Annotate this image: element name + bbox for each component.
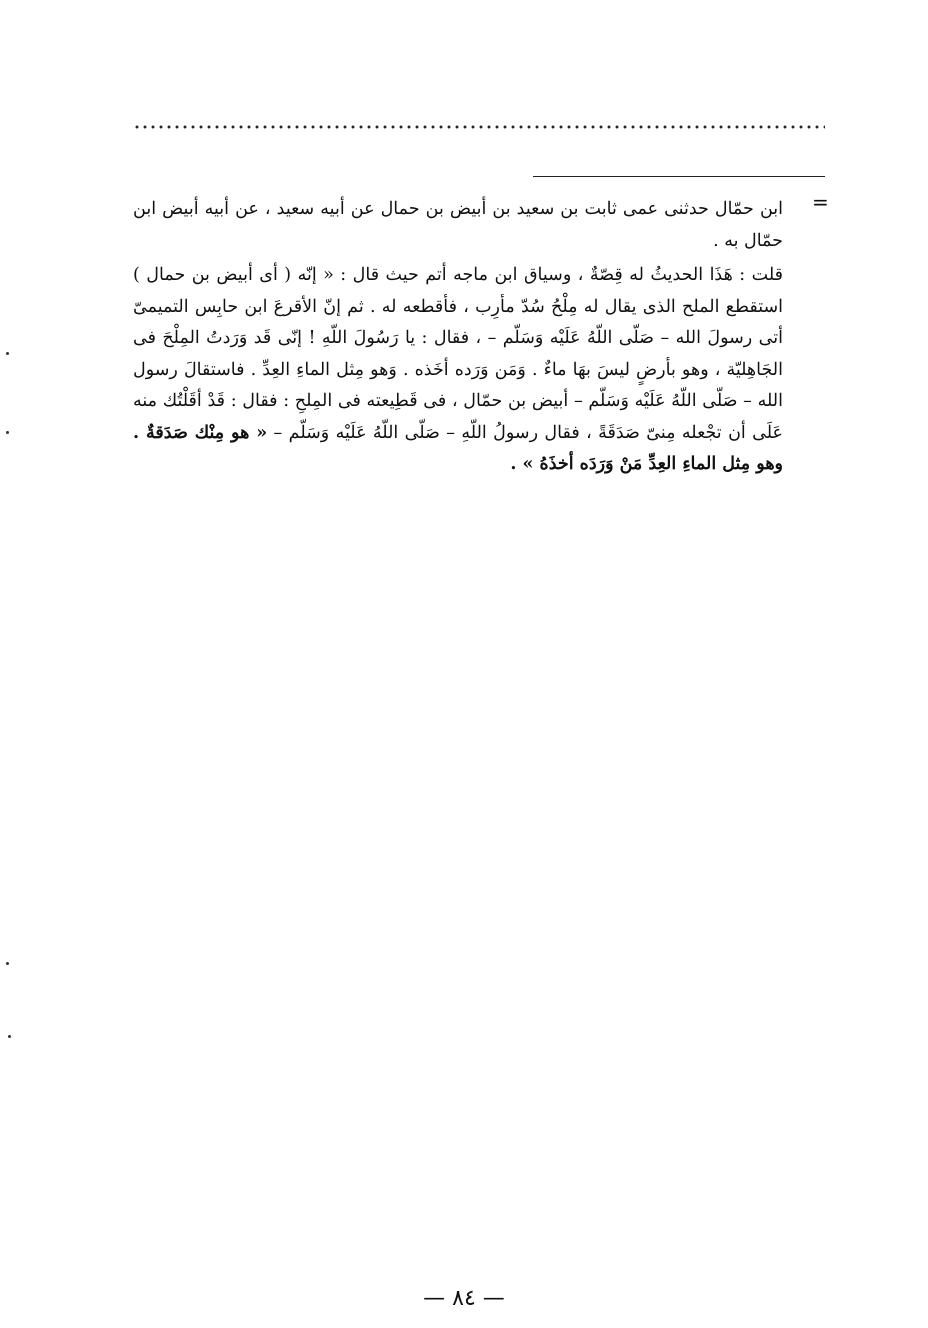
footnote-text [133, 194, 783, 481]
margin-speck [6, 431, 9, 434]
dotted-separator [133, 124, 825, 130]
footnote-paragraph-1: ابن حمّال حدثنى عمى ثابت بن سعيد بن أبيض بن حمال عن أبيه سعيد ، عن أبيه أبيض ابن حمّال به . [133, 199, 784, 251]
margin-speck [8, 1035, 11, 1038]
footnote-rule [533, 176, 825, 177]
continuation-mark: = [812, 190, 829, 214]
margin-speck [6, 352, 9, 355]
footnote-paragraph-2 [133, 260, 783, 481]
page-number: — ٨٤ — [423, 1286, 505, 1311]
margin-speck [6, 962, 9, 965]
hadith-quote: « هو مِنْك صَدَقةٌ . وهو مِثل الماءِ العِدِّ مَنْ وَرَدَه أخذَهُ » . [133, 422, 783, 474]
paragraph-2-main: قلت : هَذَا الحديثُ له قِصّةٌ ، وسياق ابن ماجه أتم حيث قال : « إنّه ( أى أبيض بن حمال ) استقطع الملح الذى يقال له مِلْحُ سُدّ مأرِب ، فأقطعه له . ثم إنّ الأقرعَ ابن حابِس التميمىّ أتى رسولَ الله – صَلّى اللّهُ عَلَيْه وَسَلّم – ، فقال : يا رَسُولَ اللّهِ ! إنّى قَد وَرَدتُ المِلْحَ فى الجَاهِليّة ، وهو بأرضٍ ليسَ بهَا ماءٌ . وَمَن وَرَده أخَذه . وَهو مِثل الماءِ العِدِّ . فاستقالَ رسول الله – صَلّى اللّهُ عَلَيْه وَسَلّم – أبيض بن حمّال ، فى قَطِيعته فى المِلحِ : فقال : قَدْ أقَلْتُك منه عَلَى أن تجْعله مِنىّ صَدَقَةً ، فقال رسولُ اللّهِ – صَلّى اللّهُ عَلَيْه وَسَلّم – [133, 265, 783, 443]
